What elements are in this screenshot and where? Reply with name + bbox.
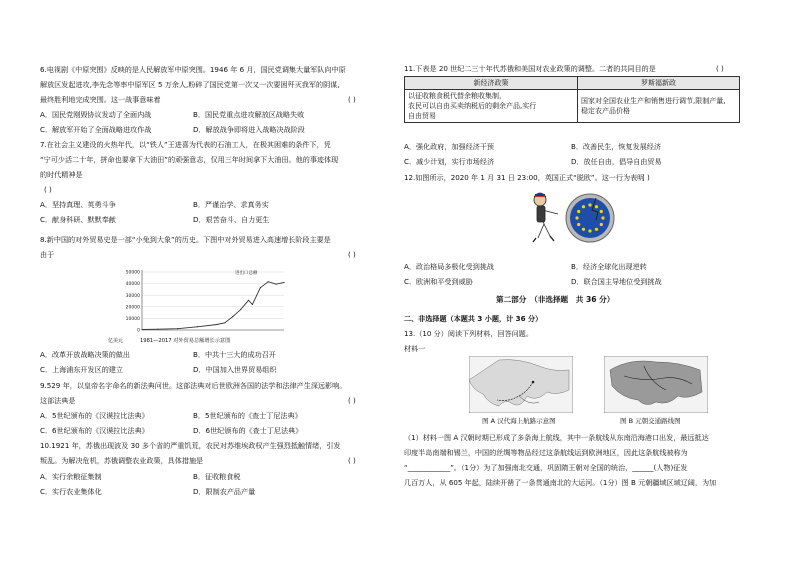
q10-line-2: 叛乱。为解决危机，苏俄调整农业政策，具体措施是 bbox=[40, 456, 204, 465]
eu-star-icon bbox=[577, 210, 580, 213]
q9-option-d[interactable]: D．6世纪颁布的《查士丁尼法典》 bbox=[193, 426, 303, 435]
chart-data-point bbox=[157, 329, 158, 330]
q6-answer-paren: ( ) bbox=[348, 95, 356, 104]
new-deal-cell-line-2: 稳定农产品价格 bbox=[581, 107, 630, 115]
chart-data-point bbox=[268, 281, 269, 282]
q6-line-1: 6.电视剧《中原突围》反映的是人民解放军中原突围。1946 年 6 月，国民党调集大量军队向中原 bbox=[40, 65, 346, 74]
trade-volume-chart bbox=[112, 264, 292, 338]
q8-option-d[interactable]: D．中国加入世界贸易组织 bbox=[193, 365, 277, 374]
q11-answer-paren: ( ) bbox=[716, 64, 724, 73]
q7-line-1: 7.在社会主义建设的火热年代，以“铁人”王进喜为代表的石油工人，在极其困难的条件下，凭 bbox=[40, 140, 331, 149]
q8-line-1: 8.新中国的对外贸易史是一部“小兔到大象”的历史。下图中对外贸易进入高速增长阶段主要是 bbox=[40, 235, 331, 244]
map-a-caption: 图 A 汉代海上航路示意图 bbox=[482, 417, 556, 425]
new-deal-cell-line-1: 国家对全国农业生产和销售进行调节,限制产量, bbox=[581, 97, 726, 105]
nep-cell-line-1: 以征收粮食税代替余粮收集制， bbox=[408, 92, 506, 100]
chart-data-point bbox=[252, 304, 253, 305]
chart-y-tick-label: 50000 bbox=[125, 270, 140, 276]
q8-option-c[interactable]: C．上海浦东开发区的建立 bbox=[40, 365, 123, 374]
chart-data-point bbox=[283, 282, 284, 283]
q7-line-2: “宁可少活二十年，拼命也要拿下大油田”的顽强意志，仅用三年时间拿下大油田。他的事迹体现 bbox=[40, 155, 339, 164]
han-sea-route-map bbox=[469, 356, 573, 413]
chart-data-point bbox=[260, 287, 261, 288]
q7-line-3: 的时代精神是 bbox=[40, 170, 83, 179]
q9-line-2: 这部法典是 bbox=[40, 396, 76, 405]
q8-option-b[interactable]: B．中共十三大的成功召开 bbox=[193, 350, 276, 359]
eu-star-icon bbox=[601, 216, 604, 219]
q9-answer-paren: ( ) bbox=[348, 396, 356, 405]
yuan-route-map bbox=[604, 356, 708, 413]
q11-line-1: 11.下表是 20 世纪二三十年代苏俄和美国对农业政策的调整。二者的共同目的是 bbox=[404, 64, 656, 73]
chart-data-point bbox=[240, 309, 241, 310]
eu-star-icon bbox=[595, 228, 598, 231]
part-two-title: 第二部分 （非选择题 共 36 分） bbox=[496, 295, 615, 304]
q12-answer-paren: ( ) bbox=[642, 173, 650, 182]
table-cell-nep bbox=[405, 90, 578, 123]
q6-option-d[interactable]: D．解放战争即将进入战略决战阶段 bbox=[193, 125, 305, 134]
q12-option-d[interactable]: D．联合国主导地位受到挑战 bbox=[571, 277, 662, 286]
q11-option-a[interactable]: A．强化政府，加强经济干预 bbox=[404, 142, 494, 151]
eu-star-icon bbox=[582, 228, 585, 231]
nep-cell-line-3: 自由贸易 bbox=[408, 112, 436, 120]
q7-answer-paren: ( ) bbox=[44, 185, 52, 194]
q12-line-1: 12.如图所示，2020 年 1 月 31 日 23:00，英国正式“脱欧”。这一行为表明 bbox=[404, 173, 645, 182]
table-header-new-deal: 罗斯福新政 bbox=[578, 77, 740, 90]
chart-y-tick-label: 0 bbox=[137, 328, 140, 334]
q13-para-line-3: “____________”。（1分）为了加强南北交通，巩固隋王朝对全国的统治，______(人物)征发 bbox=[404, 463, 688, 472]
table-cell-new-deal bbox=[578, 90, 740, 123]
eu-star-icon bbox=[575, 216, 578, 219]
eu-star-icon bbox=[582, 205, 585, 208]
eu-star-icon bbox=[588, 203, 591, 206]
chart-legend-label: 进出口总额 bbox=[235, 271, 258, 276]
q12-option-c[interactable]: C．欧洲和平受到威胁 bbox=[404, 277, 473, 286]
q7-option-a[interactable]: A．坚持真理、英勇斗争 bbox=[40, 200, 116, 209]
q9-option-a[interactable]: A．5世纪颁布的《汉谟拉比法典》 bbox=[40, 411, 149, 420]
nep-cell-line-2: 农民可以自由买卖纳税后的剩余产品,实行 bbox=[408, 102, 537, 110]
q10-option-d[interactable]: D．限制农产品产量 bbox=[193, 487, 256, 496]
q6-line-2: 解放区发起进攻,李先念等率中原军区 5 万余人,粉碎了国民党第一次又一次要困歼灭我军的阴谋, bbox=[40, 80, 340, 89]
eu-star-icon bbox=[595, 205, 598, 208]
brexit-cartoon-image bbox=[526, 188, 622, 252]
q9-line-1: 9.529 年，以皇帝名字命名的新法典问世。这部法典对后世欧洲各国的法学和法律产生深远影响。 bbox=[40, 381, 347, 390]
q6-line-3: 最终胜利地完成突围。这一战事意味着 bbox=[40, 95, 161, 104]
chart-caption: 1981—2017 对外贸易总额增长示意图 bbox=[140, 338, 231, 344]
q11-option-b[interactable]: B．改善民生，恢复发展经济 bbox=[571, 142, 661, 151]
eu-coin bbox=[566, 194, 614, 242]
q6-option-c[interactable]: C．解放军开始了全面战略进攻作战 bbox=[40, 125, 152, 134]
chart-data-point bbox=[276, 284, 277, 285]
policy-comparison-table bbox=[404, 76, 740, 123]
eu-star-icon bbox=[600, 223, 603, 226]
q6-option-b[interactable]: B．国民党重点进攻解放区战略失败 bbox=[193, 110, 305, 119]
material-one-label: 材料一 bbox=[404, 344, 426, 353]
map-b-caption: 图 B 元朝交通路线图 bbox=[620, 417, 681, 425]
chart-data-point bbox=[197, 326, 198, 327]
q10-line-1: 10.1921 年，苏俄出现波及 30 多个省的严重饥荒，农民对苏维埃政权产生强烈抵触情绪，引发 bbox=[40, 441, 341, 450]
q11-option-c[interactable]: C．减少计划，实行市场经济 bbox=[404, 157, 495, 166]
chart-y-tick-label: 10000 bbox=[125, 317, 140, 322]
q9-option-b[interactable]: B．5世纪颁布的《查士丁尼法典》 bbox=[193, 411, 302, 420]
chart-data-point bbox=[216, 324, 217, 325]
q7-option-c[interactable]: C．献身科研、默默奉献 bbox=[40, 215, 116, 224]
section-two-heading: 二、非选择题（本题共 3 小题，计 36 分） bbox=[404, 314, 543, 323]
chart-data-point bbox=[177, 328, 178, 329]
q8-answer-paren: ( ) bbox=[348, 250, 356, 259]
table-header-nep: 新经济政策 bbox=[405, 77, 578, 90]
q10-answer-paren: ( ) bbox=[348, 456, 356, 465]
eu-star-icon bbox=[577, 223, 580, 226]
chart-data-point bbox=[224, 322, 225, 323]
q10-option-c[interactable]: C．实行农业集体化 bbox=[40, 487, 102, 496]
q6-option-a[interactable]: A．国民党刚毁协议发动了全面内战 bbox=[40, 110, 152, 119]
q12-option-b[interactable]: B．经济全球化出现逆转 bbox=[571, 262, 647, 271]
q8-option-a[interactable]: A．改革开放战略决策的做出 bbox=[40, 350, 130, 359]
chart-y-tick-label: 30000 bbox=[125, 293, 140, 299]
q7-option-b[interactable]: B．严谨治学、求真务实 bbox=[193, 200, 269, 209]
chart-data-point bbox=[232, 316, 233, 317]
q12-option-a[interactable]: A．政治格局多极化受到挑战 bbox=[404, 262, 494, 271]
q13-para-line-1: （1）材料一图 A 汉朝时期已形成了多条海上航线，其中一条航线从东南沿海港口出发，最远抵达 bbox=[404, 433, 709, 442]
chart-data-point bbox=[248, 300, 249, 301]
q13-para-line-4: 几百万人，从 605 年起，陆续开凿了一条贯通南北的大运河。（1分）图 B 元朝疆域区域辽阔，为加 bbox=[404, 478, 717, 487]
chart-y-tick-label: 20000 bbox=[125, 305, 140, 311]
q10-option-b[interactable]: B．征收粮食税 bbox=[193, 472, 241, 481]
q13-heading: 13.（10 分）阅读下列材料，回答问题。 bbox=[404, 329, 533, 338]
q13-para-line-2: 印度半岛南端和锡兰，中国的丝绸等物品经过这条航线运到欧洲地区，因此这条航线被称为 bbox=[404, 448, 688, 457]
chart-y-tick-label: 40000 bbox=[125, 282, 140, 288]
q9-option-c[interactable]: C．6世纪颁布的《汉谟拉比法典》 bbox=[40, 426, 149, 435]
eu-star-icon bbox=[588, 229, 591, 232]
pushing-figure bbox=[533, 193, 558, 242]
q10-option-a[interactable]: A．实行余粮征集制 bbox=[40, 472, 102, 481]
q11-option-d[interactable]: D．放任自由，倡导自由贸易 bbox=[571, 157, 662, 166]
chart-corner-label: 亿美元 bbox=[108, 338, 124, 344]
eu-star-icon bbox=[600, 210, 603, 213]
q8-line-2: 由于 bbox=[40, 250, 55, 259]
q7-option-d[interactable]: D．艰苦奋斗、自力更生 bbox=[193, 215, 270, 224]
